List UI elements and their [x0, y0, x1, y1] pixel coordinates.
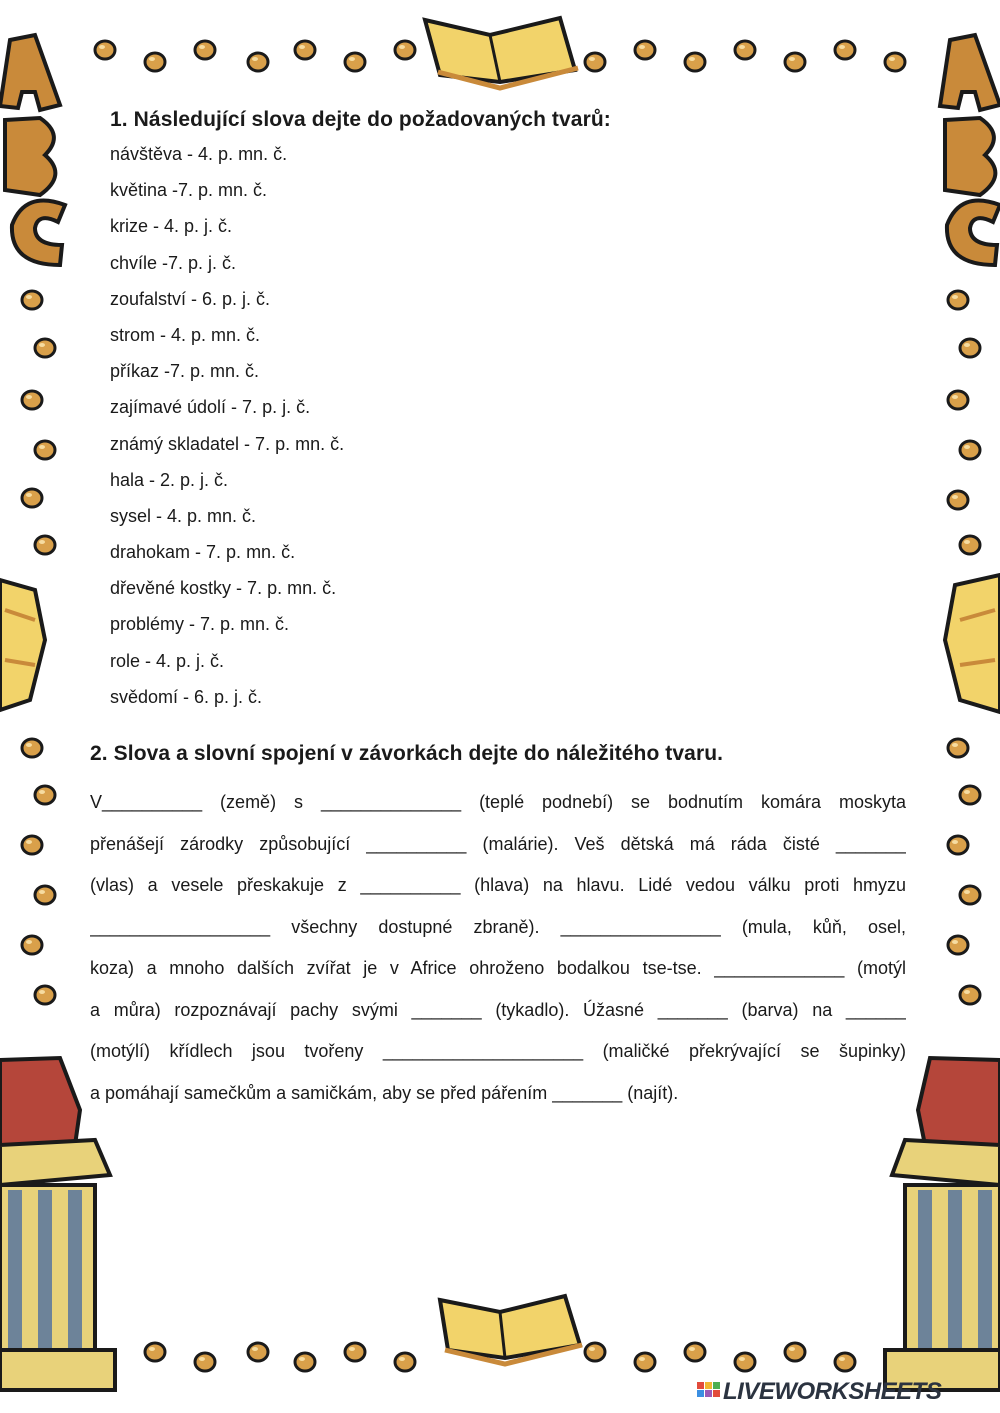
abc-letters-left-icon: [0, 35, 65, 265]
bead-icon: [295, 41, 315, 59]
bead-icon: [22, 836, 42, 854]
bead-icon: [345, 1343, 365, 1361]
bead-icon: [948, 491, 968, 509]
bead-icon: [195, 1353, 215, 1371]
list-item: svědomí - 6. p. j. č.: [110, 686, 263, 707]
bead-icon: [145, 1343, 165, 1361]
scroll-right-icon: [945, 575, 1000, 712]
top-book-icon: [425, 18, 578, 88]
bead-icon: [948, 836, 968, 854]
bead-icon: [35, 786, 55, 804]
bead-icon: [960, 339, 980, 357]
bead-icon: [960, 786, 980, 804]
list-item: drahokam - 7. p. mn. č.: [110, 542, 296, 563]
list-item: zoufalství - 6. p. j. č.: [110, 288, 271, 309]
bead-icon: [145, 53, 165, 71]
bead-icon: [22, 291, 42, 309]
bead-icon: [585, 53, 605, 71]
list-item: návštěva - 4. p. mn. č.: [110, 144, 288, 164]
paragraph-line: V__________ (země) s ______________ (teplé podnebí) se bodnutím komára moskyta: [90, 792, 906, 812]
bead-icon: [345, 53, 365, 71]
list-item: příkaz -7. p. mn. č.: [110, 361, 260, 382]
bead-icon: [835, 41, 855, 59]
list-item: květina -7. p. mn. č.: [110, 180, 268, 201]
bead-icon: [585, 1343, 605, 1361]
bead-icon: [95, 41, 115, 59]
liveworksheets-logo[interactable]: [697, 1378, 997, 1408]
list-item: sysel - 4. p. mn. č.: [110, 505, 257, 526]
bead-icon: [785, 53, 805, 71]
list-item: chvíle -7. p. j. č.: [110, 252, 237, 273]
bead-icon: [35, 536, 55, 554]
scroll-left-icon: [0, 580, 45, 710]
bead-icon: [35, 986, 55, 1004]
bead-icon: [395, 1353, 415, 1371]
bead-icon: [22, 489, 42, 507]
paragraph-line: (vlas) a vesele přeskakuje z __________ (hlava) na hlavu. Lidé vedou válku proti hmyzu: [90, 875, 906, 895]
bead-icon: [948, 739, 968, 757]
bead-icon: [960, 986, 980, 1004]
bead-icon: [248, 53, 268, 71]
liveworksheets-logo-text: LIVEWORKSHEETS: [723, 1378, 942, 1405]
bead-icon: [35, 441, 55, 459]
list-item: dřevěné kostky - 7. p. mn. č.: [110, 578, 337, 599]
list-item: problémy - 7. p. mn. č.: [110, 614, 290, 635]
paragraph-line: a můra) rozpoznávají pachy svými _______ (tykadlo). Úžasné _______ (barva) na ______: [90, 999, 906, 1020]
bead-icon: [35, 339, 55, 357]
bottom-book-icon: [440, 1296, 582, 1364]
bead-icon: [295, 1353, 315, 1371]
word-list: [110, 143, 344, 722]
bead-icon: [948, 291, 968, 309]
exercise-paragraph: [90, 788, 906, 1120]
bead-icon: [248, 1343, 268, 1361]
bead-icon: [735, 41, 755, 59]
bead-icon: [960, 886, 980, 904]
section2-heading: 2. Slova a slovní spojení v závorkách dejte do náležitého tvaru.: [90, 742, 724, 765]
bead-icon: [835, 1353, 855, 1371]
paragraph-line: koza) a mnoho dalších zvířat je v Africe ohroženo bodalkou tse-tse. _____________ (motýl: [90, 958, 906, 978]
list-item: hala - 2. p. j. č.: [110, 469, 229, 490]
bead-icon: [22, 739, 42, 757]
paragraph-line: přenášejí zárodky způsobující __________ (malárie). Veš dětská má ráda čisté _______: [90, 833, 906, 854]
bead-icon: [948, 936, 968, 954]
bead-icon: [635, 41, 655, 59]
list-item: krize - 4. p. j. č.: [110, 216, 233, 237]
bead-icon: [885, 53, 905, 71]
bead-icon: [785, 1343, 805, 1361]
paragraph-line: (motýlí) křídlech jsou tvořeny ____________________ (maličké překrývající se šupinky): [90, 1041, 906, 1061]
bead-icon: [685, 1343, 705, 1361]
bead-icon: [35, 886, 55, 904]
list-item: zajímavé údolí - 7. p. j. č.: [110, 397, 311, 418]
paragraph-line: __________________ všechny dostupné zbraně). ________________ (mula, kůň, osel,: [90, 916, 906, 937]
paragraph-line: a pomáhají samečkům a samičkám, aby se před pářením _______ (najít).: [90, 1082, 679, 1103]
bead-icon: [685, 53, 705, 71]
bead-icon: [735, 1353, 755, 1371]
bead-icon: [22, 391, 42, 409]
bead-icon: [635, 1353, 655, 1371]
list-item: známý skladatel - 7. p. mn. č.: [110, 433, 345, 454]
liveworksheets-logo-icon: [697, 1378, 721, 1402]
bead-icon: [960, 441, 980, 459]
section1-heading: 1. Následující slova dejte do požadovaných tvarů:: [110, 108, 611, 131]
list-item: strom - 4. p. mn. č.: [110, 324, 261, 345]
bead-icon: [948, 391, 968, 409]
bead-icon: [195, 41, 215, 59]
bead-icon: [395, 41, 415, 59]
bead-icon: [960, 536, 980, 554]
list-item: role - 4. p. j. č.: [110, 650, 225, 671]
bead-icon: [22, 936, 42, 954]
abc-letters-right-icon: [940, 35, 1000, 265]
